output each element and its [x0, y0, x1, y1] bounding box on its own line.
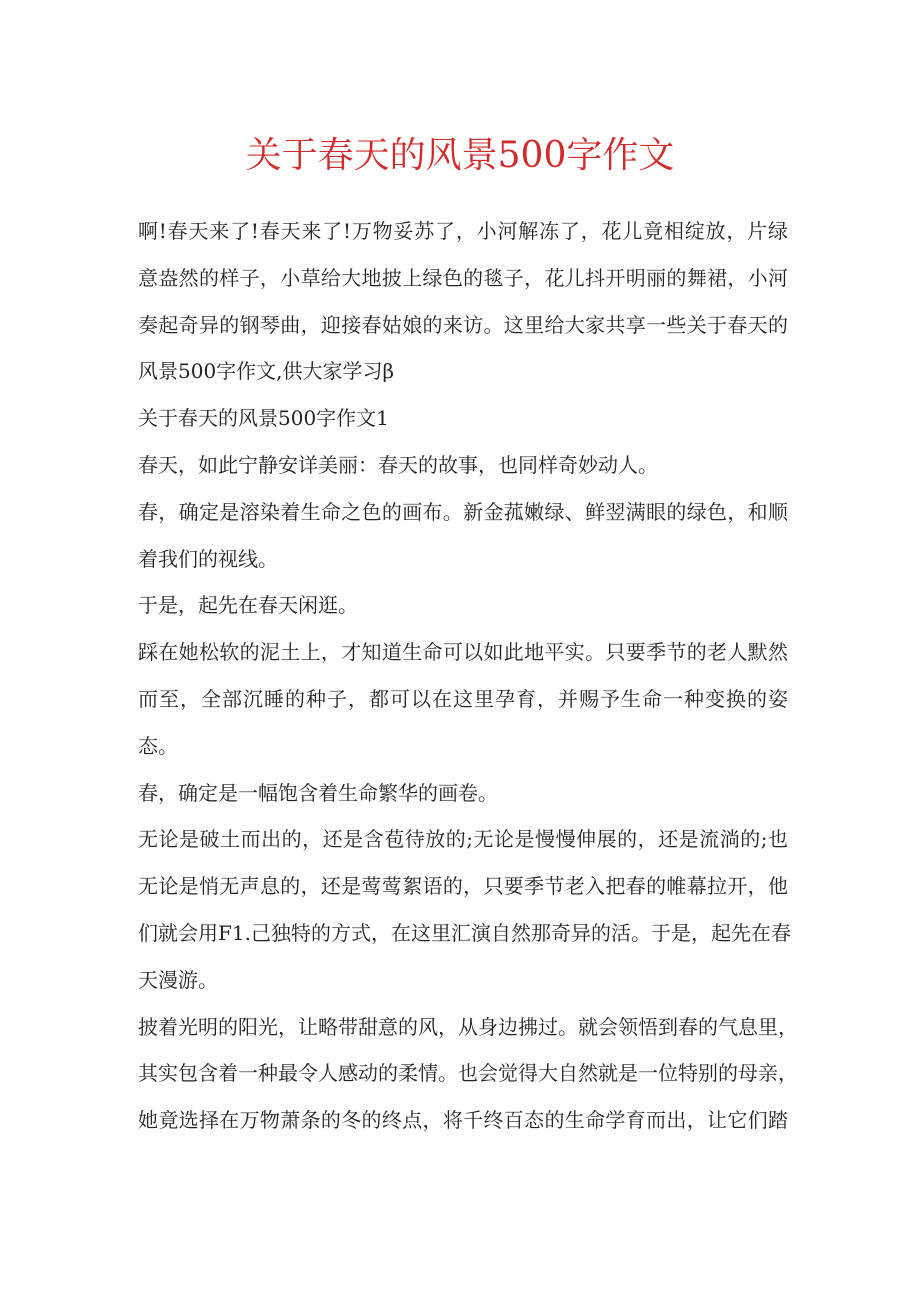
paragraph-line: 于是，起先在春天闲逛。 [138, 593, 358, 618]
paragraph-line: 而至，全部沉睡的种子，都可以在这里孕育，并赐予生命一种变换的姿 [138, 686, 788, 711]
paragraph-line: 春天，如此宁静安详美丽：春天的故事，也同样奇妙动人。 [138, 452, 658, 477]
paragraph-line: 无论是破土而出的，还是含苞待放的;无论是慢慢伸展的，还是流淌的;也 [138, 827, 788, 852]
paragraph-line: 踩在她松软的泥土上，才知道生命可以如此地平实。只要季节的老人默然 [138, 640, 788, 665]
document-body [138, 208, 798, 1144]
document-title: 关于春天的风景500字作文 [245, 135, 675, 176]
paragraph-line: 态。 [138, 733, 178, 758]
paragraph-line: 啊!春天来了!春天来了!万物妥苏了，小河解冻了，花儿竟相绽放，片绿 [138, 219, 788, 243]
section-heading: 关于春天的风景500字作文1 [138, 406, 389, 431]
paragraph-line: 风景500字作文,供大家学习β [138, 359, 395, 384]
paragraph-line: 春，确定是一幅饱含着生命繁华的画卷。 [138, 780, 498, 805]
paragraph-line: 天漫游。 [138, 967, 218, 992]
paragraph-line: 其实包含着一种最令人感动的柔情。也会觉得大自然就是一位特别的母亲， [138, 1061, 798, 1086]
paragraph-line: 披着光明的阳光，让略带甜意的风，从身边拂过。就会领悟到春的气息里， [138, 1014, 798, 1039]
paragraph-line: 春，确定是溶染着生命之色的画布。新金菰嫩绿、鲜翌满眼的绿色，和顺 [138, 499, 788, 524]
paragraph-line: 她竟选择在万物萧条的冬的终点，将千终百态的生命学育而出，让它们踏 [138, 1108, 788, 1133]
paragraph-line: 无论是悄无声息的，还是莺莺絮语的，只要季节老入把春的帷幕拉开，他 [138, 874, 788, 899]
paragraph-line: 奏起奇异的钢琴曲，迎接春姑娘的来访。这里给大家共享一些关于春天的 [138, 312, 788, 337]
paragraph-line: 意盎然的样子，小草给大地披上绿色的毯子，花儿抖开明丽的舞裙，小河 [138, 265, 788, 290]
paragraph-line: 们就会用F1.己独特的方式，在这里汇演自然那奇异的活。于是，起先在春 [138, 920, 791, 945]
paragraph-line: 着我们的视线。 [138, 546, 278, 571]
